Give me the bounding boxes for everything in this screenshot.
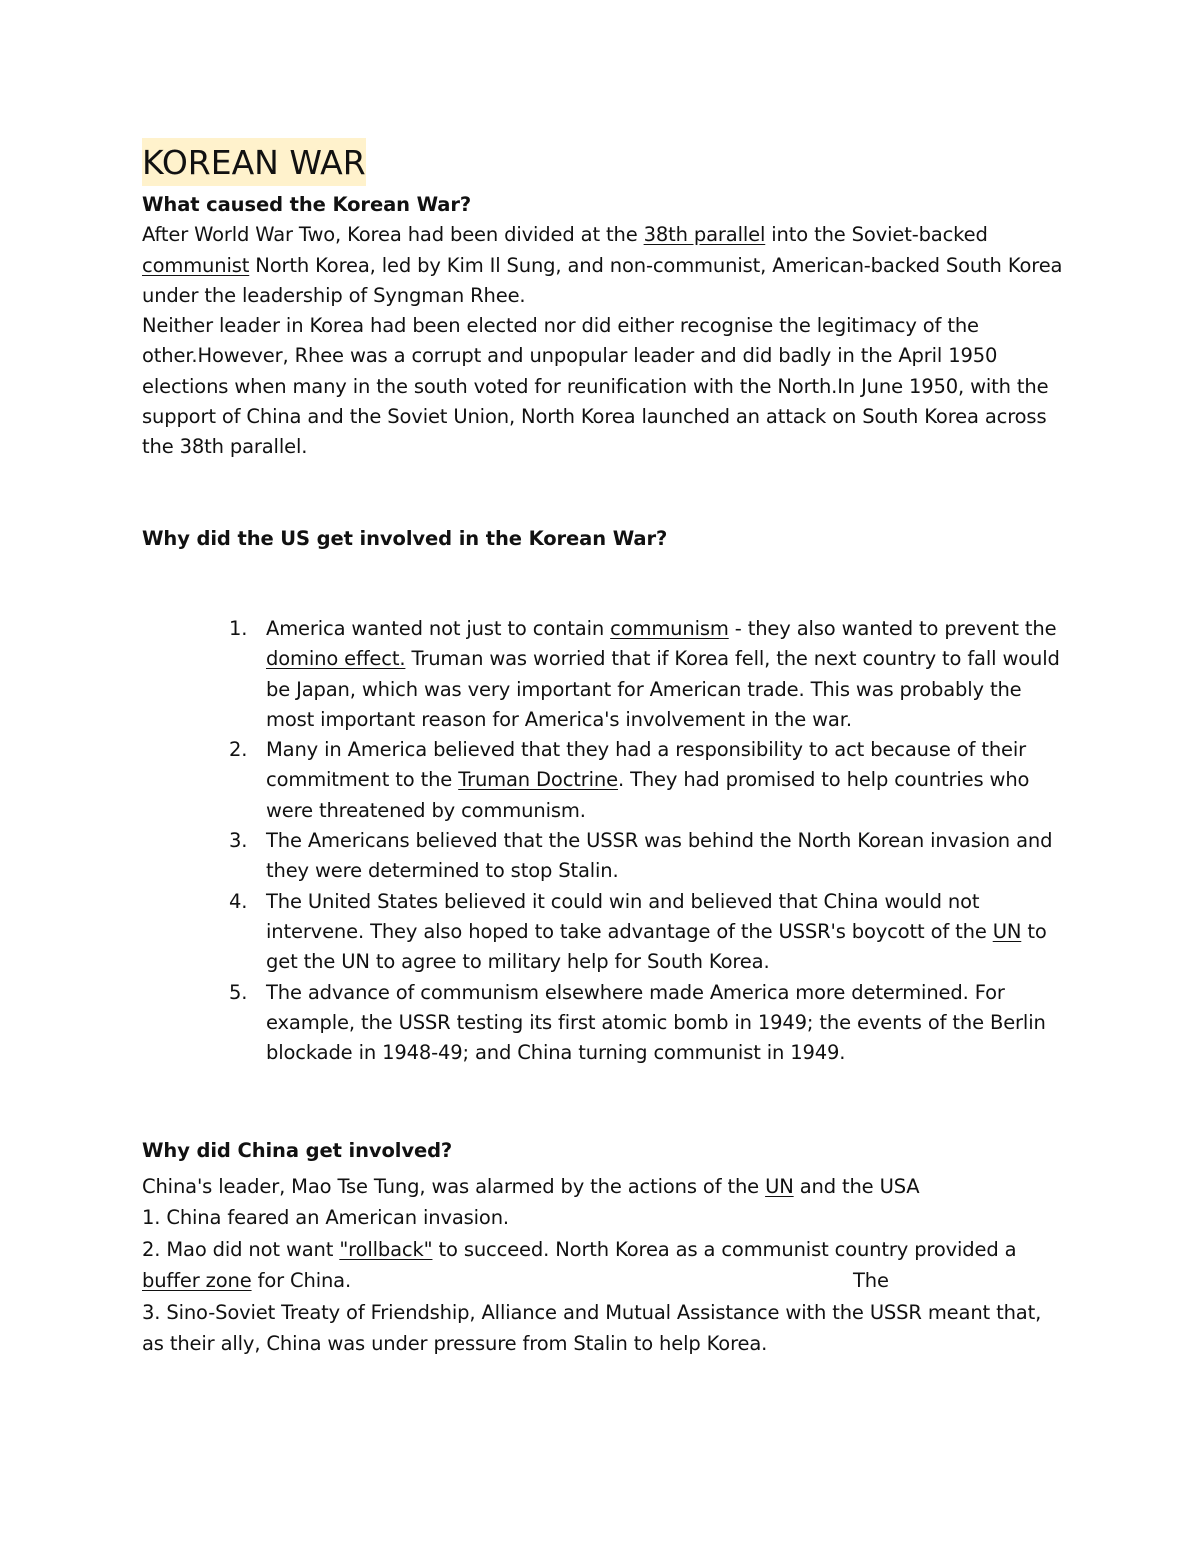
text-run: The United States believed it could win and believed that China would not intervene. They also hoped to take advantage of the USSR's boycott of the bbox=[266, 889, 993, 943]
section-heading-china: Why did China get involved? bbox=[142, 1139, 453, 1163]
text-run: for China. bbox=[251, 1269, 352, 1293]
text-run: America wanted not just to contain bbox=[266, 616, 611, 640]
list-number: 4. bbox=[229, 889, 248, 913]
link-38th-parallel[interactable]: 38th parallel bbox=[643, 223, 766, 247]
section-us-involvement bbox=[142, 524, 1067, 1069]
list-number: 2. bbox=[229, 738, 248, 762]
spacer bbox=[142, 463, 1067, 524]
section-heading-us: Why did the US get involved in the Korean War? bbox=[142, 526, 668, 550]
text-run: The bbox=[853, 1269, 889, 1293]
text-run: The Americans believed that the USSR was behind the North Korean invasion and they were determined to stop Stalin. bbox=[266, 829, 1053, 883]
text-run: Many in America believed that they had a responsibility to act because of their commitment to the bbox=[266, 738, 1027, 792]
title-wrap bbox=[142, 138, 1067, 190]
china-point-1: 1. China feared an American invasion. bbox=[142, 1206, 509, 1230]
china-intro bbox=[142, 1171, 1067, 1203]
list-number: 3. bbox=[229, 829, 248, 853]
link-buffer-zone[interactable]: buffer zone bbox=[142, 1269, 252, 1293]
list-item bbox=[229, 978, 1067, 1069]
text-run: . They had promised to help countries who were threatened by communism. bbox=[266, 768, 1030, 822]
causes-paragraph-1 bbox=[142, 220, 1067, 311]
china-point-2 bbox=[142, 1234, 1067, 1297]
link-truman-doctrine[interactable]: Truman Doctrine bbox=[458, 768, 618, 792]
list-number: 1. bbox=[229, 616, 248, 640]
list-item bbox=[229, 614, 1067, 735]
list-number: 5. bbox=[229, 980, 248, 1004]
text-run: - they also wanted to prevent the bbox=[728, 616, 1057, 640]
text-run: and the USA bbox=[793, 1174, 920, 1198]
link-domino-effect[interactable]: domino effect. bbox=[266, 647, 406, 671]
section-causes bbox=[142, 190, 1067, 463]
link-communist[interactable]: communist bbox=[142, 253, 250, 277]
causes-paragraph-2: Neither leader in Korea had been elected nor did either recognise the legitimacy of the other.However, Rhee was a corrupt and unpopular leader and did badly in the April 1950 elections when many in the south voted for reunification with the North.In June 1950, with the support of China and the Soviet Union, North Korea launched an attack on South Korea across the 38th parallel. bbox=[142, 314, 1049, 459]
text-run: China's leader, Mao Tse Tung, was alarmed by the actions of the bbox=[142, 1174, 766, 1198]
text-run: The advance of communism elsewhere made America more determined. For example, the USSR testing its first atomic bomb in 1949; the events of the Berlin blockade in 1948-49; and China turning communist in 1949. bbox=[266, 980, 1046, 1065]
text-run: into the Soviet-backed bbox=[765, 223, 988, 247]
link-un[interactable]: UN bbox=[992, 919, 1022, 943]
section-china-involvement bbox=[142, 1136, 1067, 1359]
list-item bbox=[229, 826, 1067, 887]
text-run: Truman was worried that if Korea fell, the next country to fall would be Japan, which was very important for American trade. This was probably the most important reason for America's involvement in the war. bbox=[266, 647, 1060, 731]
china-point-3: 3. Sino-Soviet Treaty of Friendship, Alliance and Mutual Assistance with the USSR meant that, as their ally, China was under pressure from Stalin to help Korea. bbox=[142, 1300, 1042, 1356]
link-un[interactable]: UN bbox=[765, 1174, 794, 1198]
text-run: 2. Mao did not want bbox=[142, 1237, 340, 1261]
text-run: After World War Two, Korea had been divided at the bbox=[142, 223, 644, 247]
link-communism[interactable]: communism bbox=[610, 616, 729, 640]
us-reasons-list bbox=[142, 614, 1067, 1068]
spacer bbox=[142, 554, 1067, 614]
text-run: to succeed. North Korea as a communist country provided a bbox=[432, 1237, 1017, 1261]
list-item bbox=[229, 887, 1067, 978]
link-rollback[interactable]: "rollback" bbox=[339, 1237, 433, 1261]
document-content bbox=[142, 138, 1067, 1360]
spacer bbox=[142, 1068, 1067, 1128]
section-heading-causes: What caused the Korean War? bbox=[142, 193, 472, 216]
document-title: KOREAN WAR bbox=[142, 138, 366, 186]
text-run: to get the UN to agree to military help for South Korea. bbox=[266, 919, 1047, 974]
list-item bbox=[229, 735, 1067, 826]
text-run: North Korea, led by Kim Il Sung, and non-communist, American-backed South Korea under the leadership of Syngman Rhee. bbox=[142, 253, 1063, 307]
